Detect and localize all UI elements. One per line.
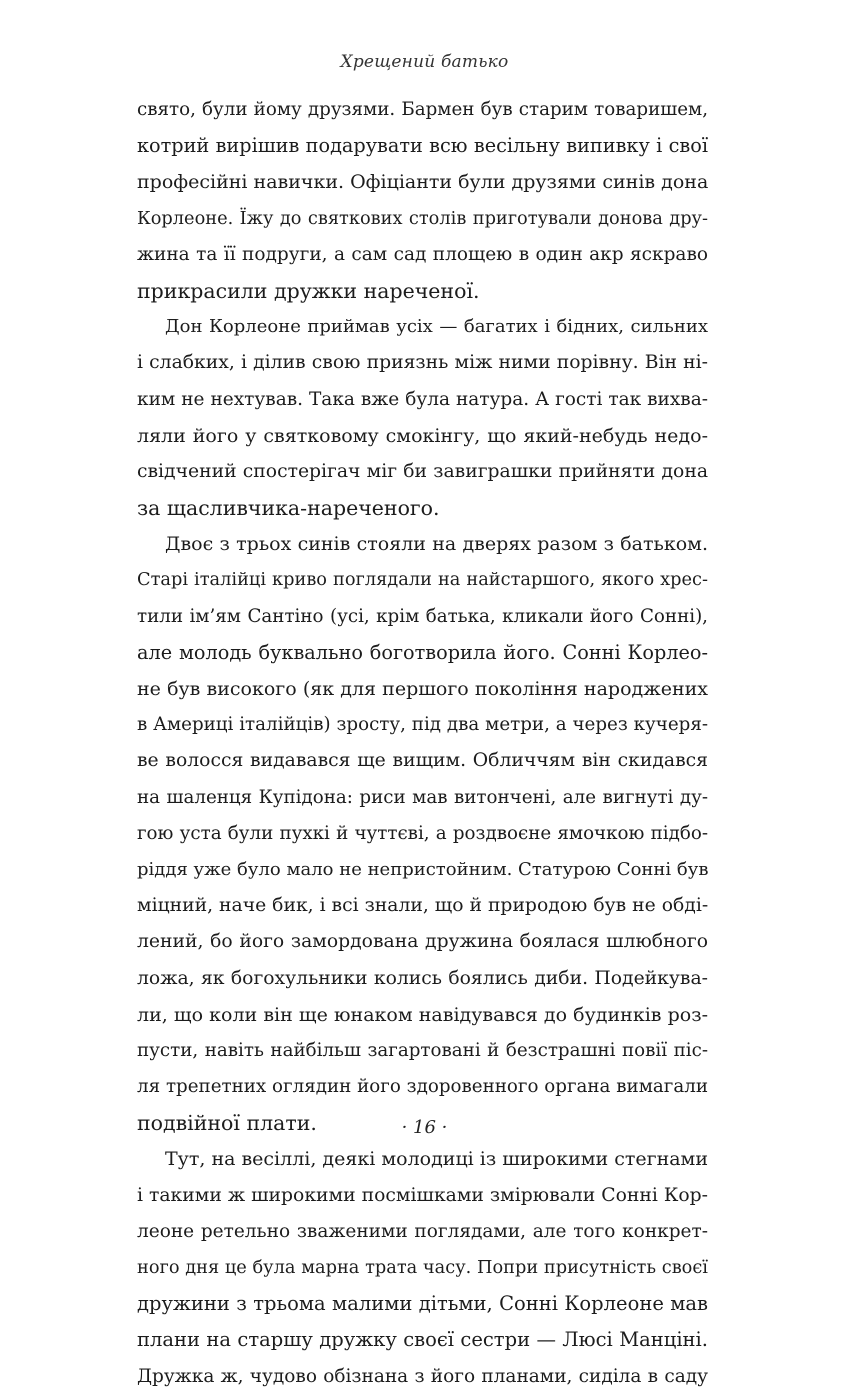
- text-line: свідчений спостерігач міг би завиграшки прийняти дона: [137, 460, 708, 482]
- text-line: міцний, наче бик, і всі знали, що й природою був не обді-: [137, 895, 709, 917]
- text-line: в Америці італійців) зросту, під два метри, а через кучеря-: [137, 714, 708, 736]
- running-head: Хрещений батько: [340, 52, 509, 72]
- paragraph: [137, 1141, 708, 1394]
- text-line: не був високого (як для першого покоління народжених: [137, 678, 708, 700]
- text-line: Дон Корлеоне приймав усіх — багатих і бідних, сильних: [165, 316, 708, 338]
- text-line: але молодь буквально боготворила його. Сонні Корлео-: [137, 640, 708, 664]
- text-line: ложа, як богохульники колись боялись диби. Подейкува-: [137, 967, 708, 989]
- text-line: за щасливчика-нареченого.: [137, 496, 440, 521]
- text-line: ким не нехтував. Така вже була натура. А гості так вихва-: [137, 388, 708, 410]
- text-line: ріддя уже було мало не непристойним. Статурою Сонні був: [137, 858, 709, 880]
- text-line: пусти, навіть найбільш загартовані й безстрашні повії піс-: [137, 1039, 708, 1061]
- text-line: професійні навички. Офіціанти були друзями синів дона: [137, 171, 709, 194]
- text-line: і такими ж широкими посмішками змірювали Сонні Кор-: [137, 1184, 708, 1206]
- paragraph: [137, 92, 708, 309]
- text-line: дружини з трьома малими дітьми, Сонні Корлеоне мав: [137, 1292, 708, 1316]
- text-line: ля трепетних оглядин його здоровенного органа вимагали: [137, 1076, 708, 1098]
- page-number: · 16 ·: [401, 1117, 448, 1138]
- text-line: котрий вирішив подарувати всю весільну випивку і свої: [137, 134, 708, 158]
- text-line: ного дня це була марна трата часу. Попри присутність своєї: [137, 1258, 708, 1278]
- text-line: ве волосся видавався ще вищим. Обличчям він скидався: [137, 750, 708, 772]
- text-line: прикрасили дружки нареченої.: [137, 278, 480, 303]
- text-line: плани на старшу дружку своєї сестри — Люсі Манціні.: [137, 1328, 708, 1352]
- text-line: на шаленця Купідона: риси мав витончені, але вигнуті ду-: [137, 786, 708, 808]
- text-line: подвійної плати.: [137, 1111, 317, 1136]
- body-text: [137, 92, 708, 1395]
- text-line: Старі італійці криво поглядали на найстаршого, якого хрес-: [137, 570, 708, 591]
- paragraph: [137, 309, 708, 526]
- text-line: Тут, на весіллі, деякі молодиці із широкими стегнами: [165, 1148, 708, 1171]
- text-line: гою уста були пухкі й чуттєві, а роздвоєне ямочкою підбо-: [137, 822, 708, 844]
- text-line: тили ім’ям Сантіно (усі, крім батька, кликали його Сонні),: [137, 605, 708, 627]
- text-line: і слабких, і ділив свою приязнь між ними порівну. Він ні-: [137, 352, 708, 374]
- text-line: Дружка ж, чудово обізнана з його планами, сиділа в саду: [137, 1365, 708, 1387]
- text-line: ляли його у святковому смокінгу, що який-небудь недо-: [137, 424, 708, 447]
- text-line: леоне ретельно зваженими поглядами, але того конкрет-: [137, 1220, 708, 1242]
- text-line: свято, були йому друзями. Бармен був старим товаришем,: [137, 99, 708, 120]
- text-line: лений, бо його замордована дружина боялася шлюбного: [137, 931, 708, 953]
- text-line: Корлеоне. Їжу до святкових столів приготували донова дру-: [137, 208, 708, 229]
- text-line: жина та її подруги, а сам сад площею в один акр яскраво: [137, 243, 708, 265]
- text-line: ли, що коли він ще юнаком навідувався до будинків роз-: [137, 1003, 708, 1026]
- text-line: Двоє з трьох синів стояли на дверях разом з батьком.: [165, 533, 708, 556]
- paragraph: [137, 526, 708, 1141]
